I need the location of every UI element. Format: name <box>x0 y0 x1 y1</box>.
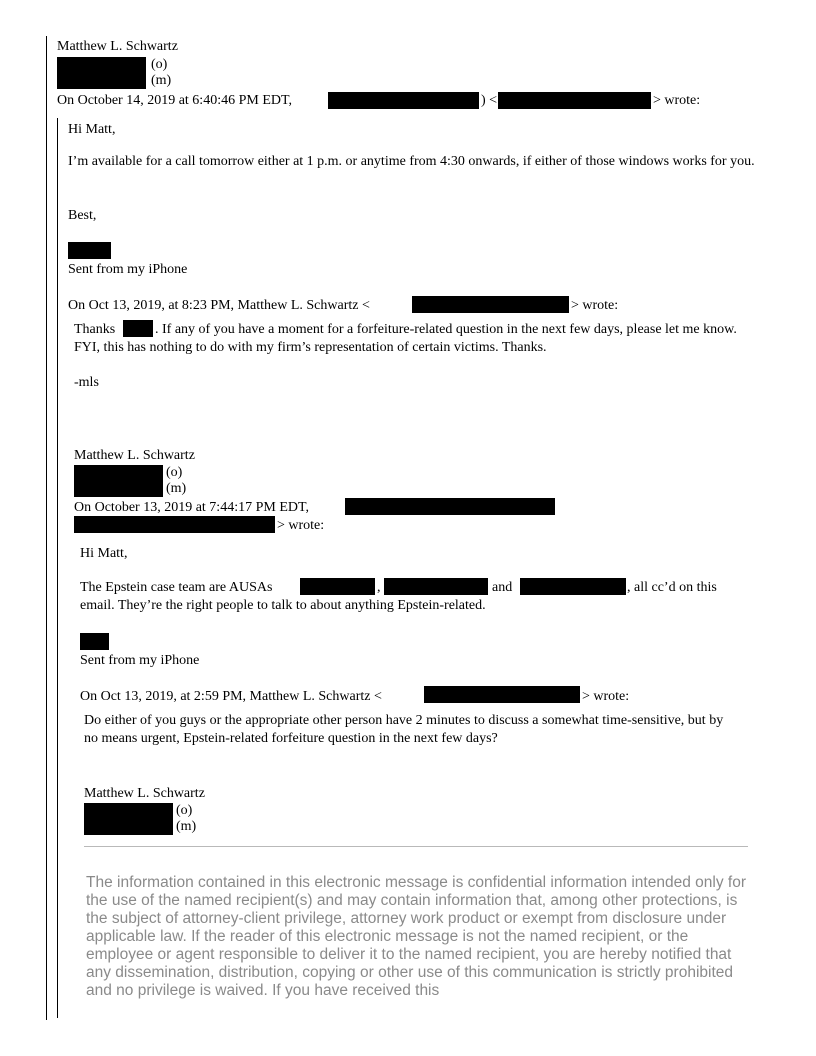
redacted-sender-name <box>328 92 479 109</box>
reply-header: On October 13, 2019 at 7:44:17 PM EDT, <box>74 500 309 515</box>
reply-header-mid: ) < <box>481 93 498 108</box>
message-line: email. They’re the right people to talk to about anything Epstein-related. <box>80 598 486 613</box>
sign-off: -mls <box>74 375 99 390</box>
office-label: (o) <box>176 803 193 818</box>
redacted-phone-office <box>84 803 173 819</box>
office-label: (o) <box>166 465 183 480</box>
and-word: and <box>492 580 513 595</box>
message-line-end: , all cc’d on this <box>627 580 717 595</box>
signature-name: Matthew L. Schwartz <box>57 39 178 54</box>
divider <box>84 846 748 847</box>
redacted-sender-email <box>498 92 651 109</box>
redacted-phone-mobile <box>74 481 163 497</box>
redacted-phone-mobile <box>84 819 173 835</box>
mobile-label: (m) <box>151 73 172 88</box>
reply-header-suffix: > wrote: <box>653 93 701 108</box>
quote-bar-outer <box>46 36 47 1020</box>
reply-header-suffix: > wrote: <box>582 689 630 704</box>
confidentiality-disclaimer: The information contained in this electronic message is confidential information intended only for the use of the named recipient(s) and may contain information that, among other protections, is the subject of attorney-client privilege, attorney work product or exempt from disclosure under applicable law. If the reader of this electronic message is not the named recipient, or the employee or agent responsible to deliver it to the named recipient, you are hereby notified that any dissemination, distribution, copying or other use of this communication is strictly prohibited and no privilege is waived. If you have received this <box>86 874 746 999</box>
mobile-label: (m) <box>166 481 187 496</box>
greeting: Hi Matt, <box>68 122 116 137</box>
greeting: Hi Matt, <box>80 546 128 561</box>
message-body: Do either of you guys or the appropriate other person have 2 minutes to discuss a somewhat time-sensitive, but by no means urgent, Epstein-related forfeiture question in the next few days? <box>84 713 724 746</box>
redacted-ausa-name <box>300 578 375 595</box>
thanks-word: Thanks <box>74 322 116 337</box>
redacted-ausa-name <box>384 578 488 595</box>
quote-bar-level1 <box>57 118 58 1018</box>
reply-header: On Oct 13, 2019, at 2:59 PM, Matthew L. Schwartz < <box>80 689 382 704</box>
comma: , <box>377 580 381 595</box>
redacted-sender-email <box>424 686 580 703</box>
reply-header-suffix: > wrote: <box>571 298 619 313</box>
message-line: The Epstein case team are AUSAs <box>80 580 273 595</box>
office-label: (o) <box>151 57 168 72</box>
redacted-phone-office <box>74 465 163 481</box>
mobile-label: (m) <box>176 819 197 834</box>
reply-header-suffix: > wrote: <box>277 518 325 533</box>
message-body: . If any of you have a moment for a forfeiture-related question in the next few days, please let me know. FYI, this has nothing to do with my firm’s representation of certain victims. Thanks. <box>74 322 737 355</box>
reply-header: On Oct 13, 2019, at 8:23 PM, Matthew L. Schwartz < <box>68 298 370 313</box>
closing: Best, <box>68 208 97 223</box>
redacted-sender-email <box>74 516 275 533</box>
redacted-sender-name <box>345 498 555 515</box>
redacted-ausa-name <box>520 578 626 595</box>
redacted-phone-mobile <box>57 73 146 89</box>
sent-from-iphone: Sent from my iPhone <box>80 653 200 668</box>
redacted-signature <box>68 242 111 259</box>
redacted-signature <box>80 633 109 650</box>
sent-from-iphone: Sent from my iPhone <box>68 262 188 277</box>
reply-header: On October 14, 2019 at 6:40:46 PM EDT, <box>57 93 292 108</box>
message-body: I’m available for a call tomorrow either at 1 p.m. or anytime from 4:30 onwards, if either of those windows works for you. <box>68 154 755 169</box>
redacted-sender-email <box>412 296 569 313</box>
redacted-phone-office <box>57 57 146 73</box>
signature-name: Matthew L. Schwartz <box>84 786 205 801</box>
signature-name: Matthew L. Schwartz <box>74 448 195 463</box>
